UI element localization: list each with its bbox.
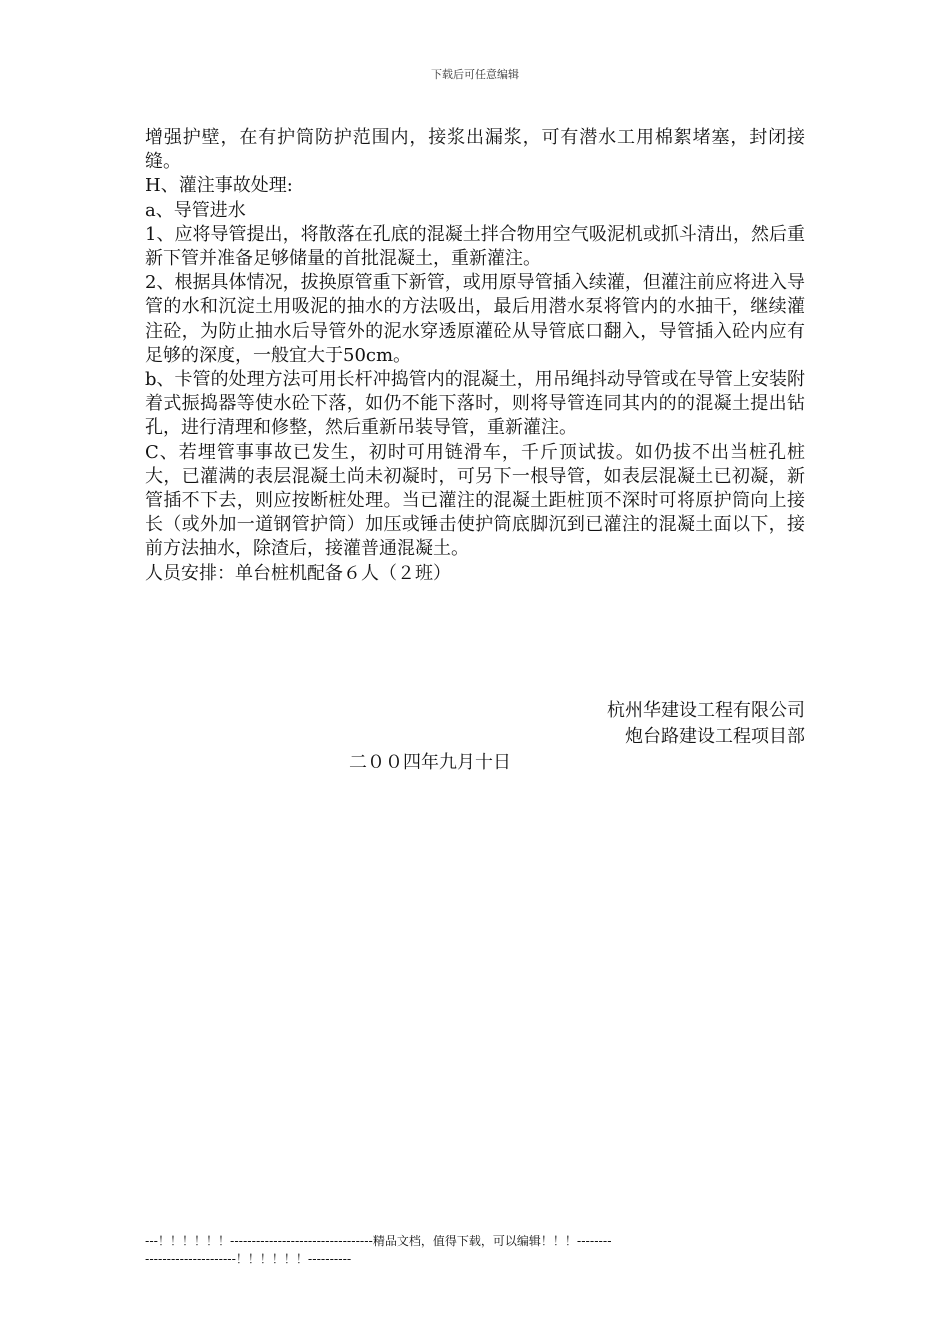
paragraph-buried-pipe: C、若埋管事事故已发生，初时可用链滑车，千斤顶试拔。如仍拔不出当桩孔桩大，已灌满的表层混凝土尚未初凝时，可另下一根导管，如表层混凝土已初凝，新管插不下去，则应按断桩处理。当已灌注的混凝土距桩顶不深时可将原护筒向上接长（或外加一道钢管护筒）加压或锤击使护筒底脚沉到已灌注的混凝土面以下，接前方法抽水，除渣后，接灌普通混凝土。 <box>145 441 805 560</box>
paragraph-stuck-pipe: b、卡管的处理方法可用长杆冲捣管内的混凝土，用吊绳抖动导管或在导管上安装附着式振捣器等使水砼下落，如仍不能下落时，则将导管连同其内的的混凝土提出钻孔，进行清理和修整，然后重新吊装导管，重新灌注。 <box>145 369 805 439</box>
signature-company: 杭州华建设工程有限公司 <box>607 700 805 721</box>
paragraph-subheading-pipe-water: a、导管进水 <box>145 199 246 221</box>
paragraph-step-2: 2、根据具体情况，拔换原管重下新管，或用原导管插入续灌，但灌注前应将进入导管的水和沉淀土用吸泥的抽水的方法吸出，最后用潜水泵将管内的水抽干，继续灌注砼，为防止抽水后导管外的泥水穿透原灌砼从导管底口翻入，导管插入砼内应有足够的深度，一般宜大于50cm。 <box>145 272 805 366</box>
signature-department: 炮台路建设工程项目部 <box>625 726 805 747</box>
page-header-note: 下载后可任意编辑 <box>431 68 519 81</box>
signature-date: 二００四年九月十日 <box>349 752 511 773</box>
paragraph-heading-pouring-accidents: H、灌注事故处理: <box>145 175 293 197</box>
paragraph-wall-reinforcement: 增强护壁，在有护筒防护范围内，接浆出漏浆，可有潜水工用棉絮堵塞，封闭接缝。 <box>145 127 805 173</box>
paragraph-staffing: 人员安排：单台桩机配备６人（２班） <box>145 562 451 584</box>
paragraph-step-1: 1、应将导管提出，将散落在孔底的混凝土拌合物用空气吸泥机或抓斗清出，然后重新下管并准备足够储量的首批混凝土，重新灌注。 <box>145 223 805 270</box>
page-footer-note: ---！！！！！！---------------------------------精品文档，值得下载，可以编辑！！！-----------------------------！！！！！！---------- <box>145 1234 612 1266</box>
document-body <box>145 126 805 586</box>
